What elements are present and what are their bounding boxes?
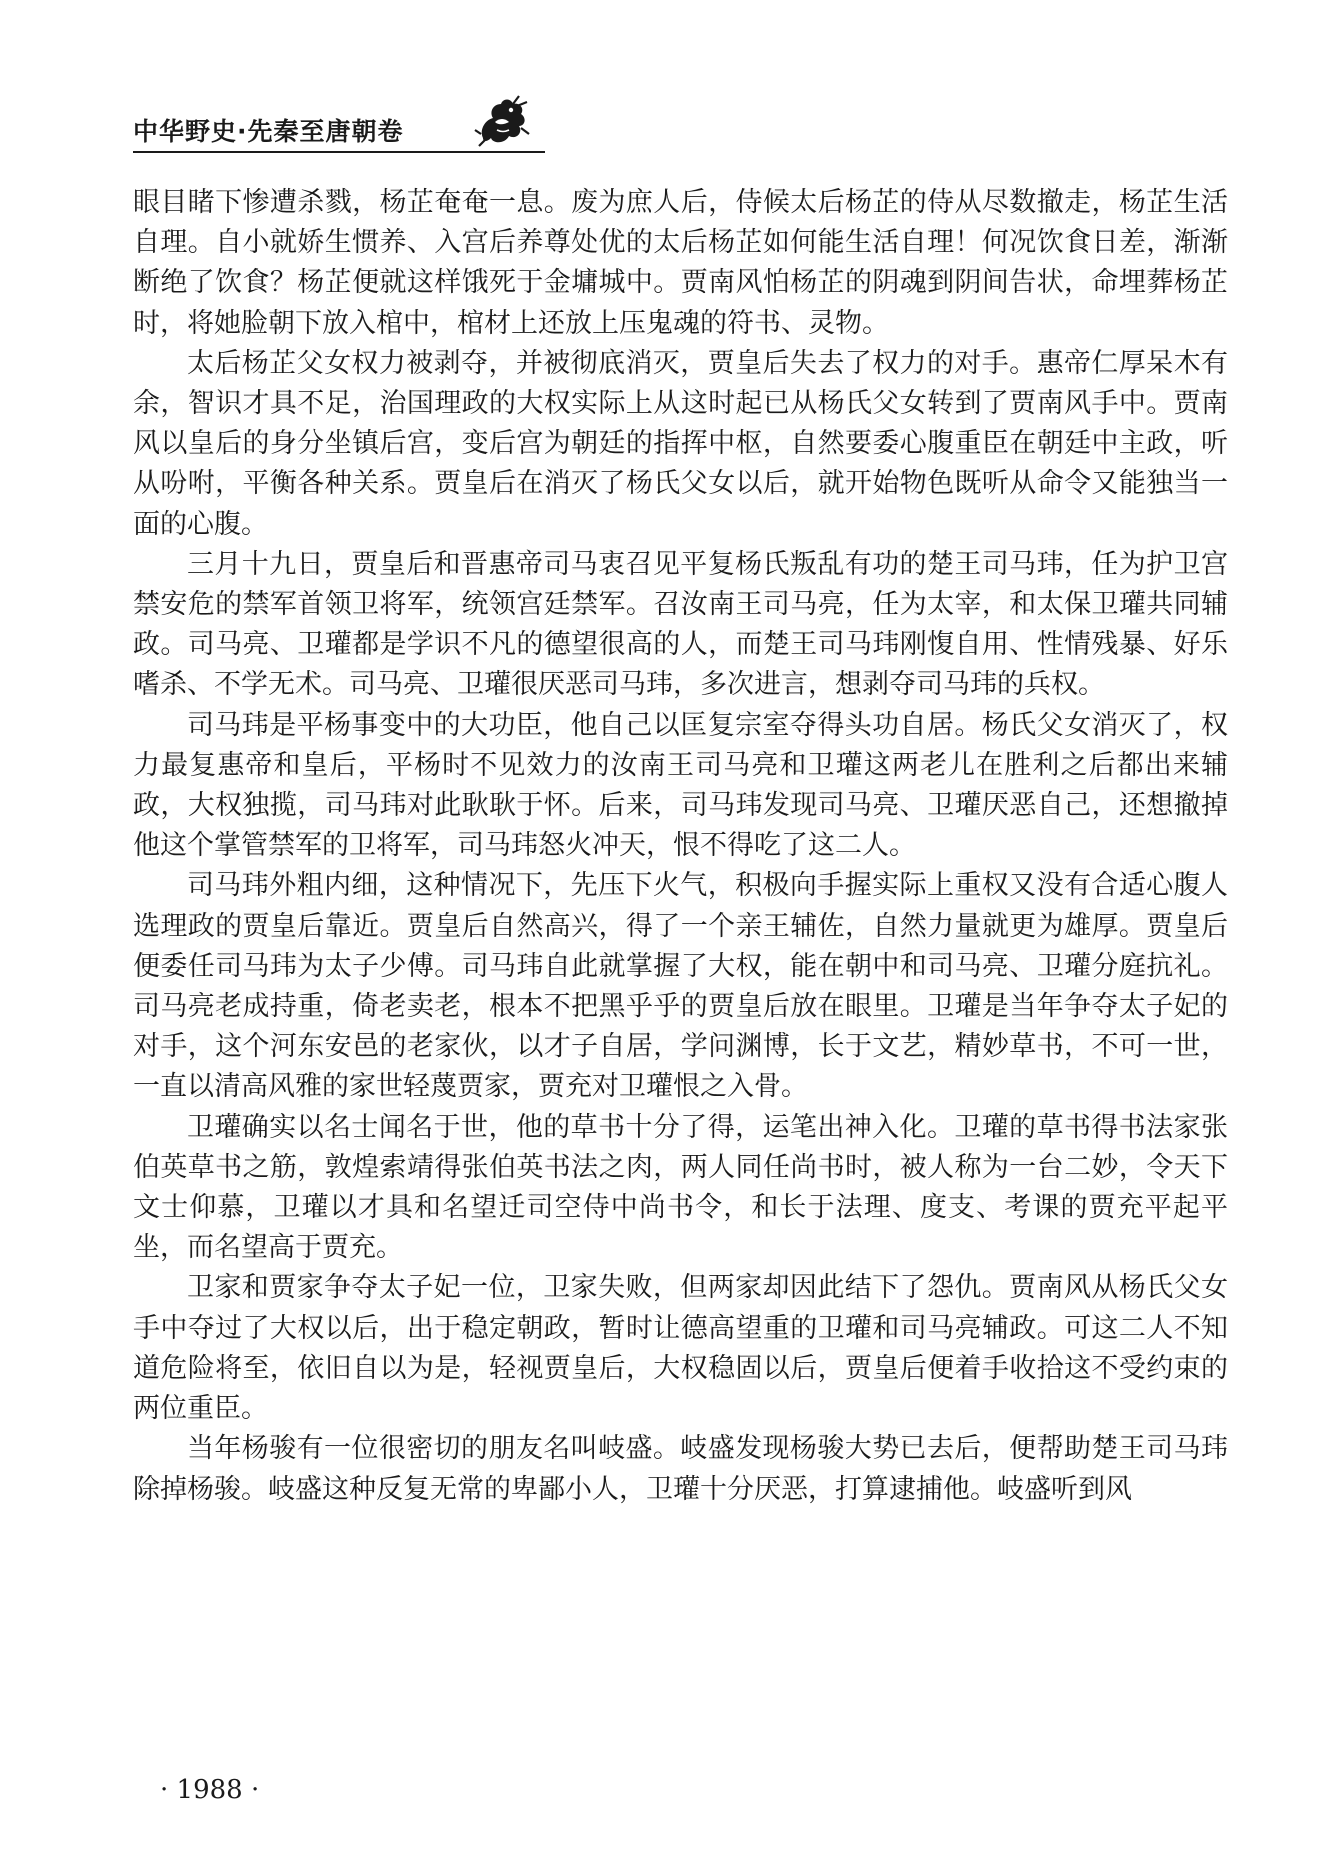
dragon-icon	[473, 94, 533, 150]
paragraph: 司马玮是平杨事变中的大功臣，他自己以匡复宗室夺得头功自居。杨氏父女消灭了，权力最复惠帝和皇后，平杨时不见效力的汝南王司马亮和卫瓘这两老儿在胜利之后都出来辅政，大权独揽，司马玮对此耿耿于怀。后来，司马玮发现司马亮、卫瓘厌恶自己，还想撤掉他这个掌管禁军的卫将军，司马玮怒火冲天，恨不得吃了这二人。	[133, 709, 1228, 862]
running-header	[133, 94, 545, 154]
paragraph: 卫家和贾家争夺太子妃一位，卫家失败，但两家却因此结下了怨仇。贾南风从杨氏父女手中夺过了大权以后，出于稳定朝政，暂时让德高望重的卫瓘和司马亮辅政。可这二人不知道危险将至，依旧自以为是，轻视贾皇后，大权稳固以后，贾皇后便着手收拾这不受约束的两位重臣。	[133, 1272, 1228, 1425]
paragraph: 司马玮外粗内细，这种情况下，先压下火气，积极向手握实际上重权又没有合适心腹人选理政的贾皇后靠近。贾皇后自然高兴，得了一个亲王辅佐，自然力量就更为雄厚。贾皇后便委任司马玮为太子少傅。司马玮自此就掌握了大权，能在朝中和司马亮、卫瓘分庭抗礼。司马亮老成持重，倚老卖老，根本不把黑乎乎的贾皇后放在眼里。卫瓘是当年争夺太子妃的对手，这个河东安邑的老家伙，以才子自居，学问渊博，长于文艺，精妙草书，不可一世，一直以清高风雅的家世轻蔑贾家，贾充对卫瓘恨之入骨。	[133, 870, 1228, 1103]
body-text	[133, 183, 1228, 1510]
paragraph: 太后杨芷父女权力被剥夺，并被彻底消灭，贾皇后失去了权力的对手。惠帝仁厚呆木有余，智识才具不足，治国理政的大权实际上从这时起已从杨氏父女转到了贾南风手中。贾南风以皇后的身分坐镇后宫，变后宫为朝廷的指挥中枢，自然要委心腹重臣在朝廷中主政，听从吩咐，平衡各种关系。贾皇后在消灭了杨氏父女以后，就开始物色既听从命令又能独当一面的心腹。	[133, 347, 1228, 540]
paragraph: 三月十九日，贾皇后和晋惠帝司马衷召见平复杨氏叛乱有功的楚王司马玮，任为护卫宫禁安危的禁军首领卫将军，统领宫廷禁军。召汝南王司马亮，任为太宰，和太保卫瓘共同辅政。司马亮、卫瓘都是学识不凡的德望很高的人，而楚王司马玮刚愎自用、性情残暴、好乐嗜杀、不学无术。司马亮、卫瓘很厌恶司马玮，多次进言，想剥夺司马玮的兵权。	[133, 548, 1228, 701]
book-title: 中华野史·先秦至唐朝卷	[133, 117, 404, 146]
page-number: · 1988 ·	[160, 1775, 260, 1805]
paragraph: 当年杨骏有一位很密切的朋友名叫岐盛。岐盛发现杨骏大势已去后，便帮助楚王司马玮除掉杨骏。岐盛这种反复无常的卑鄙小人，卫瓘十分厌恶，打算逮捕他。岐盛听到风	[133, 1433, 1228, 1505]
paragraph: 卫瓘确实以名士闻名于世，他的草书十分了得，运笔出神入化。卫瓘的草书得书法家张伯英草书之筋，敦煌索靖得张伯英书法之肉，两人同任尚书时，被人称为一台二妙，令天下文士仰慕，卫瓘以才具和名望迁司空侍中尚书令，和长于法理、度支、考课的贾充平起平坐，而名望高于贾充。	[133, 1111, 1228, 1264]
header-rule	[133, 151, 545, 153]
paragraph: 眼目睹下惨遭杀戮，杨芷奄奄一息。废为庶人后，侍候太后杨芷的侍从尽数撤走，杨芷生活自理。自小就娇生惯养、入宫后养尊处优的太后杨芷如何能生活自理！何况饮食日差，渐渐断绝了饮食？杨芷便就这样饿死于金墉城中。贾南风怕杨芷的阴魂到阴间告状，命埋葬杨芷时，将她脸朝下放入棺中，棺材上还放上压鬼魂的符书、灵物。	[133, 187, 1228, 339]
